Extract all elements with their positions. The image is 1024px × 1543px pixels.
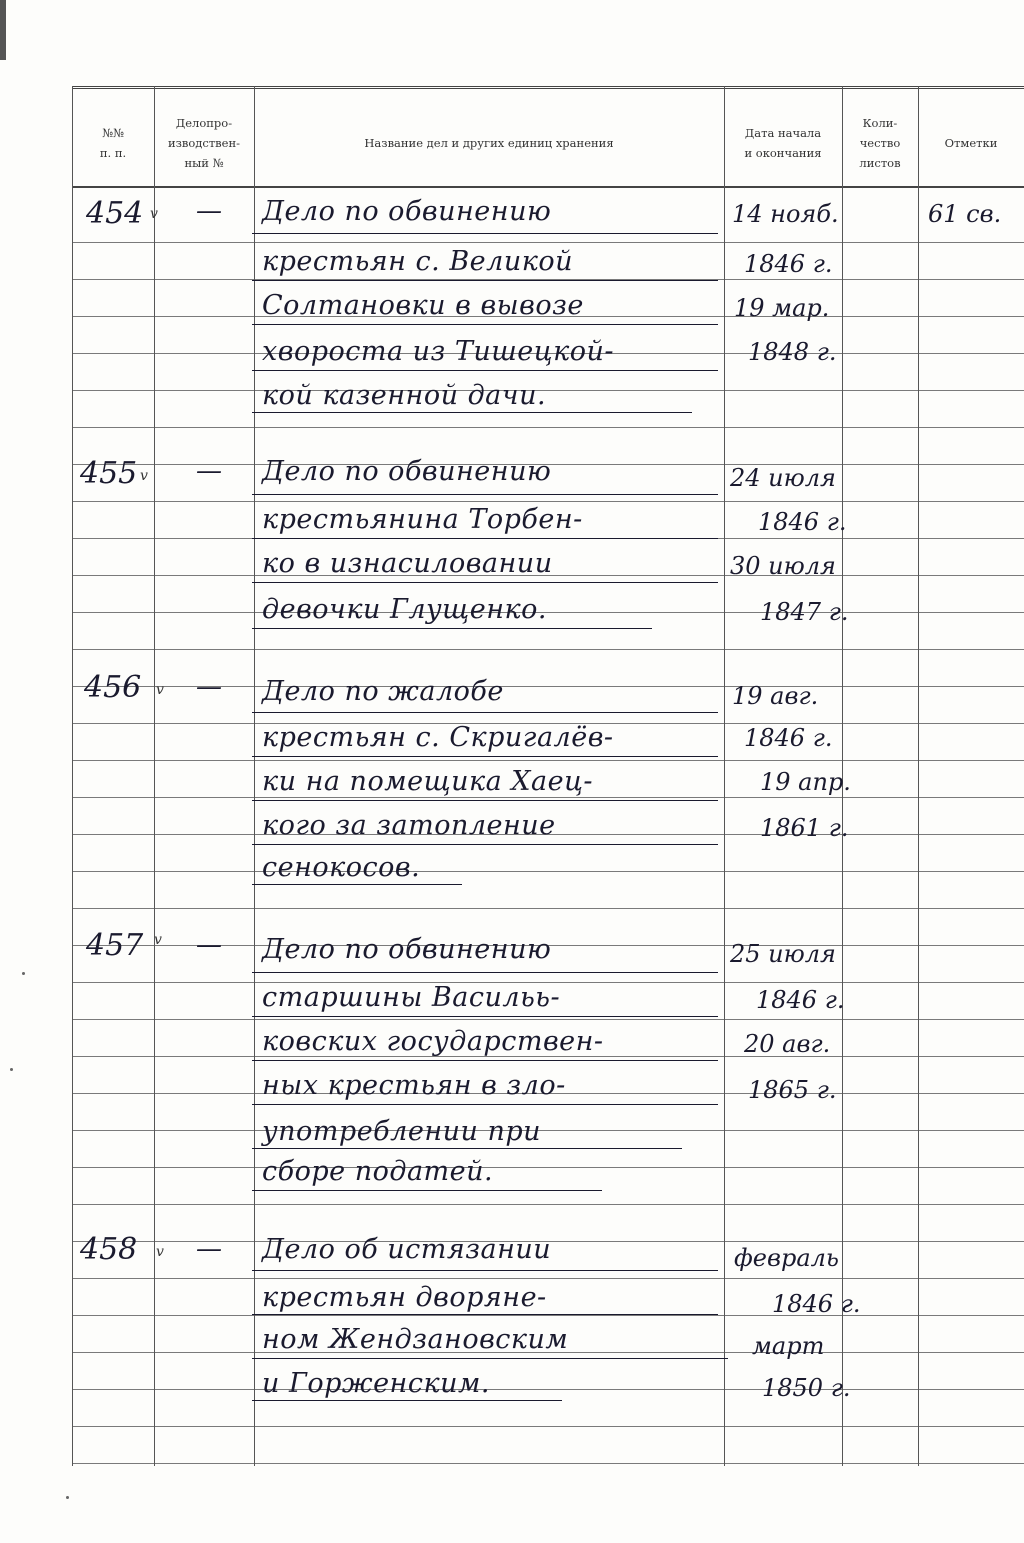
title-line: ки на помещика Хаец- <box>262 766 594 797</box>
title-line: хвороста из Тишецкой- <box>262 336 615 367</box>
date-line: 1846 г. <box>756 986 845 1014</box>
column-rule <box>154 86 155 1466</box>
check-mark: v <box>154 932 162 948</box>
title-line: крестьян с. Великой <box>262 246 574 277</box>
title-line: Дело по обвинению <box>262 196 552 227</box>
date-line: 19 мар. <box>734 294 830 322</box>
date-line: 19 авг. <box>732 682 819 710</box>
check-mark: v <box>156 682 164 698</box>
header-number: №№ п. п. <box>99 126 127 160</box>
office-number: — <box>196 1234 222 1264</box>
date-line: 1846 г. <box>744 250 833 278</box>
column-rule <box>918 86 919 1466</box>
check-mark: v <box>156 1244 164 1260</box>
date-line: 1850 г. <box>762 1374 851 1402</box>
office-number: — <box>196 930 222 960</box>
title-line: ных крестьян в зло- <box>262 1070 566 1101</box>
title-line: крестьян дворяне- <box>262 1282 547 1313</box>
record-number: 458 <box>80 1232 138 1267</box>
scan-edge-mark <box>0 0 6 60</box>
title-line: ковских государствен- <box>262 1026 604 1057</box>
title-line: Дело по жалобе <box>262 676 504 707</box>
title-line: употреблении при <box>262 1116 542 1147</box>
column-rule <box>72 86 73 1466</box>
date-line: 1848 г. <box>748 338 837 366</box>
date-line: 1865 г. <box>748 1076 837 1104</box>
date-line: 1846 г. <box>758 508 847 536</box>
header-sheets: Коли- чество листов <box>859 116 901 170</box>
header-dates: Дата начала и окончания <box>744 126 822 160</box>
title-line: Дело об истязании <box>262 1234 552 1265</box>
title-line: Дело по обвинению <box>262 934 552 965</box>
date-line: 30 июля <box>730 552 836 580</box>
title-line: Солтановки в вывозе <box>262 290 584 321</box>
date-line: 1861 г. <box>760 814 849 842</box>
title-line: девочки Глущенко. <box>262 594 547 625</box>
date-line: 19 апр. <box>760 768 851 796</box>
header-office-number: Делопро- изводствен- ный № <box>167 116 241 170</box>
date-line: 14 нояб. <box>732 200 839 228</box>
date-line: 1846 г. <box>772 1290 861 1318</box>
header-notes: Отметки <box>944 136 998 150</box>
record-number: 454 <box>86 196 144 231</box>
title-line: сенокосов. <box>262 852 421 883</box>
title-line: ном Жендзановским <box>262 1324 569 1355</box>
title-line: кого за затопление <box>262 810 556 841</box>
scan-speck <box>22 972 25 975</box>
title-line: Дело по обвинению <box>262 456 552 487</box>
title-line: кой казенной дачи. <box>262 380 547 411</box>
office-number: — <box>196 196 222 226</box>
record-number: 457 <box>86 928 144 963</box>
date-line: 1846 г. <box>744 724 833 752</box>
office-number: — <box>196 456 222 486</box>
notes-value: 61 св. <box>928 200 1002 228</box>
date-line: февраль <box>734 1244 839 1272</box>
title-line: старшины Васильь- <box>262 982 561 1013</box>
check-mark: v <box>140 468 148 484</box>
header-title: Название дел и других единиц хранения <box>364 136 614 150</box>
top-border <box>72 86 1024 89</box>
scan-speck <box>10 1068 13 1071</box>
record-number: 455 <box>80 456 138 491</box>
title-line: ко в изнасиловании <box>262 548 553 579</box>
date-line: март <box>752 1332 825 1360</box>
title-line: крестьян с. Скригалёв- <box>262 722 614 753</box>
column-rule <box>724 86 725 1466</box>
title-line: сборе податей. <box>262 1156 494 1187</box>
date-line: 24 июля <box>730 464 836 492</box>
date-line: 1847 г. <box>760 598 849 626</box>
title-line: крестьянина Торбен- <box>262 504 583 535</box>
check-mark: v <box>150 206 158 222</box>
office-number: — <box>196 672 222 702</box>
date-line: 25 июля <box>730 940 836 968</box>
title-line: и Горженским. <box>262 1368 490 1399</box>
scan-speck <box>66 1496 69 1499</box>
column-rule <box>254 86 255 1466</box>
date-line: 20 авг. <box>744 1030 831 1058</box>
record-number: 456 <box>84 670 142 705</box>
